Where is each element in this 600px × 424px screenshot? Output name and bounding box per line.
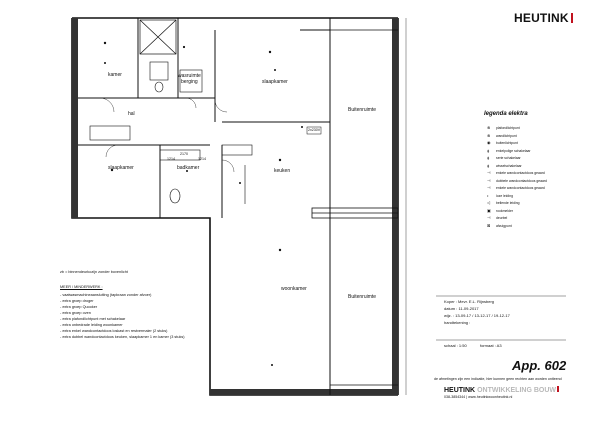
legend-item: [487, 200, 520, 205]
legend-label: deurbel: [496, 216, 508, 220]
dot-icon: •: [487, 192, 489, 198]
meerwerk-item: - vaatwasmachineaansluiting (tapkraan zonder afvoer): [60, 293, 152, 297]
circle-cross-icon: ⊗: [487, 132, 491, 138]
electrical-markers: [104, 42, 303, 366]
meerwerk-item: - extra onbedrade leiding woonkamer: [60, 323, 123, 327]
legend-label: plafondlichtpunt: [496, 126, 520, 130]
socket-icon: ⊣: [487, 170, 491, 175]
room-label-slaapkamer-left: slaapkamer: [108, 165, 134, 171]
legend-label: dubbele wandcontactdoos geaard: [496, 178, 547, 183]
meerwerk-item: - extra dubbel wandcontactdoos keuken, slaapkamer 1 en kamer (3 stuks): [60, 335, 185, 339]
room-label-berging: berging: [181, 79, 198, 85]
legend-label: buitenlichtpunt: [496, 141, 518, 145]
room-label-slaapkamer-top: slaapkamer: [262, 79, 288, 85]
dimension-3: 1214: [167, 157, 175, 161]
legend-label: enkele wandcontactdoos geaard: [496, 186, 545, 190]
switch-icon: ϕ: [487, 162, 490, 168]
legend-item: [487, 185, 545, 190]
legend-item: [487, 208, 513, 213]
legend-item: [487, 170, 545, 175]
footer-accent-mark: [557, 386, 559, 392]
meerwerk-item: - extra groep Quooker: [60, 305, 98, 309]
vent-icon: ⊠: [487, 222, 491, 228]
footer-brand-sub: ONTWIKKELING BOUW: [477, 387, 557, 394]
legend-item: [487, 148, 531, 153]
room-label-buitenruimte-top: Buitenruimte: [348, 107, 377, 113]
app-number: App. 602: [512, 358, 567, 373]
notes-line: zb = binnendeurkozijn zonder bovenlicht: [60, 270, 128, 274]
info-koper: Koper : Mevr. E.L. Rijnsberg: [444, 299, 495, 304]
legend-label: rookmelder: [496, 208, 513, 213]
legend-item: [487, 163, 522, 168]
shaft: [140, 20, 176, 54]
legend-title: legenda elektra: [484, 111, 528, 117]
info-datum: datum : 11-09-2017: [444, 306, 479, 311]
legend-item: [487, 178, 547, 183]
legend-item: [487, 133, 517, 138]
room-label-keuken: keuken: [274, 168, 291, 174]
meerwerk-item: - extra plafondlichtpunt met schakelaar: [60, 317, 126, 321]
info-wijz: wijz. : 13-09-17 / 13-12-17 / 19-12-17: [444, 313, 510, 318]
meerwerk-item: - extra groep oven: [60, 311, 91, 315]
socket-icon: ⊣: [487, 177, 491, 183]
room-label-woonkamer: woonkamer: [281, 286, 307, 292]
legend-item: [487, 155, 521, 160]
meerwerk-item: - extra groep droger: [60, 299, 94, 303]
fixtures: [90, 62, 252, 204]
info-handtekening: handtekening :: [444, 320, 471, 325]
room-label-buitenruimte-bottom: Buitenruimte: [348, 294, 377, 300]
dimension-1: 2170: [180, 152, 188, 156]
brand-accent-mark: [571, 13, 573, 23]
legend-label: wandlichtpunt: [496, 133, 517, 138]
balcony-dividers: [312, 30, 398, 385]
brand-name: HEUTINK: [514, 11, 569, 25]
room-label-badkamer: badkamer: [177, 165, 200, 171]
dimension-2: 1214: [198, 157, 206, 161]
meerwerk-item: - extra enkel wandcontactdoos loskast en restvermaier (2 stuks): [60, 329, 168, 333]
legend-label: serie schakelaar: [496, 156, 521, 160]
footer-contact: 038-3854344 | www.heutinkwoonheutink.nl: [444, 395, 513, 399]
disclaimer: de afmetingen zijn een indicatie, hier kunnen geen rechten aan worden ontleend: [434, 377, 562, 381]
legend-item: [487, 193, 513, 198]
legend-item: [487, 223, 512, 228]
legend-item: [487, 215, 507, 220]
brand-logo: [514, 12, 573, 24]
room-label-kamer: kamer: [108, 72, 122, 78]
circle-dot-icon: ◉: [487, 140, 491, 145]
legend-label: bellende leiding: [496, 201, 520, 205]
bell-icon: ◁: [487, 200, 491, 205]
legend-label: enkele wandcontactdoos geaard: [496, 171, 545, 175]
footer-brand: [444, 386, 559, 394]
kitchen-power-label: 2x230V: [308, 128, 321, 132]
legend-label: wisselschakelaar: [496, 163, 522, 168]
switch-icon: ϕ: [487, 155, 490, 160]
meerwerk-title: MEER / MINDERWERK :: [60, 285, 103, 289]
legend-item: [487, 140, 518, 145]
info-formaat: formaat : A3: [480, 343, 502, 348]
door-icon: ⊣: [487, 215, 491, 220]
legend-label: afzuigpunt: [496, 223, 512, 228]
footer-brand-main: HEUTINK: [444, 387, 476, 394]
room-label-hal: hal: [128, 111, 135, 117]
socket-icon: ⊣: [487, 185, 491, 190]
info-schaal: schaal : 1:50: [444, 343, 467, 348]
legend-item: [487, 125, 520, 130]
legend-label: enkelpolige schakelaar: [496, 148, 531, 153]
smoke-icon: ▣: [487, 207, 491, 213]
switch-icon: ϕ: [487, 147, 490, 153]
circle-cross-icon: ⊗: [487, 125, 491, 130]
room-label-wasruimte: wasruimte: [178, 73, 201, 79]
legend-label: loze leiding: [496, 193, 513, 198]
